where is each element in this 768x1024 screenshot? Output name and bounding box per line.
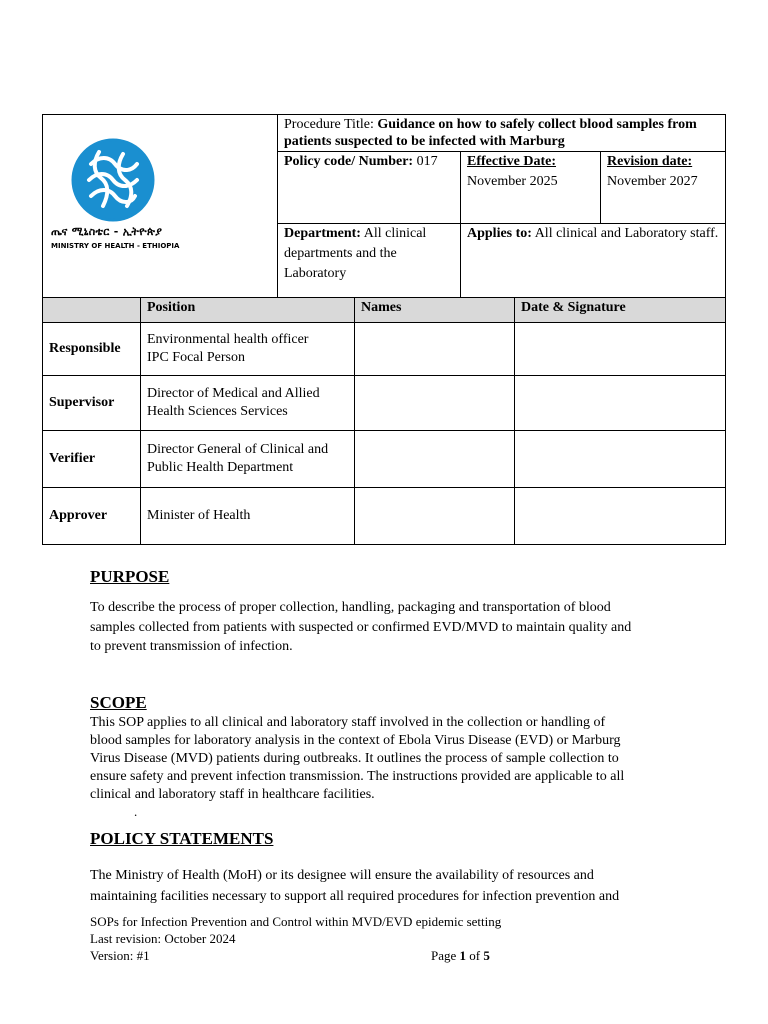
- position-line: IPC Focal Person: [147, 350, 245, 365]
- header-table: [42, 114, 726, 298]
- policy-statements-body: [90, 865, 710, 907]
- scope-line: blood samples for laboratory analysis in the context of Ebola Virus Disease (EVD) or Marburg: [90, 733, 621, 748]
- table-row: [43, 431, 726, 488]
- column-header-names: Names: [355, 298, 515, 323]
- scope-line: clinical and laboratory staff in healthcare facilities.: [90, 787, 375, 802]
- logo-amharic-text: ጤና ሚኒስቴር - ኢትዮጵያ: [51, 225, 163, 238]
- effective-date-value: November 2025: [467, 174, 558, 189]
- page-total: 5: [483, 948, 490, 963]
- revision-date-label: Revision date:: [607, 154, 693, 169]
- page-current: 1: [459, 948, 467, 963]
- footer-document-title: SOPs for Infection Prevention and Control within MVD/EVD epidemic setting: [90, 914, 502, 929]
- procedure-title-value: Guidance on how to safely collect blood samples from patients suspected to be infected with Marburg: [284, 117, 697, 149]
- policy-statements-heading: POLICY STATEMENTS: [90, 829, 274, 848]
- date-signature-field[interactable]: [515, 431, 726, 488]
- scope-body: [90, 714, 710, 804]
- logo-english-text: MINISTRY OF HEALTH - ETHIOPIA: [51, 242, 180, 250]
- effective-date-label: Effective Date:: [467, 154, 557, 169]
- ministry-emblem-icon: [43, 116, 277, 296]
- ministry-logo: [43, 116, 277, 296]
- scope-line: ensure safety and prevent infection transmission. The instructions provided are applicable to all: [90, 769, 625, 784]
- names-field[interactable]: [355, 323, 515, 376]
- purpose-body: [90, 598, 710, 657]
- position-line: Director of Medical and Allied: [147, 386, 320, 401]
- policy-code-value: 017: [416, 154, 438, 169]
- role-label: Supervisor: [49, 395, 115, 410]
- position-line: Director General of Clinical and: [147, 442, 329, 457]
- column-header-position: Position: [141, 298, 355, 323]
- applies-to-cell: [461, 224, 726, 298]
- table-row: [43, 488, 726, 545]
- logo-cell: [43, 115, 278, 298]
- revision-date-cell: [601, 152, 726, 224]
- department-label: Department:: [284, 226, 361, 241]
- role-label: Responsible: [49, 341, 121, 356]
- position-line: Minister of Health: [147, 508, 251, 523]
- purpose-line: to prevent transmission of infection.: [90, 639, 293, 654]
- purpose-heading: PURPOSE: [90, 567, 170, 586]
- names-field[interactable]: [355, 376, 515, 431]
- names-field[interactable]: [355, 488, 515, 545]
- policy-code-cell: [278, 152, 461, 224]
- column-header-role: [43, 298, 141, 323]
- applies-to-value: All clinical and Laboratory staff.: [534, 226, 719, 241]
- date-signature-field[interactable]: [515, 376, 726, 431]
- department-value: All clinical departments and the Laboratory: [284, 226, 427, 281]
- policy-line: The Ministry of Health (MoH) or its designee will ensure the availability of resources and: [90, 868, 594, 883]
- table-row: [43, 323, 726, 376]
- purpose-line: To describe the process of proper collection, handling, packaging and transportation of blood: [90, 600, 611, 615]
- procedure-title-label: Procedure Title:: [284, 117, 374, 132]
- footer-version: Version: #1: [90, 948, 150, 963]
- scope-heading: SCOPE: [90, 693, 147, 712]
- revision-date-value: November 2027: [607, 174, 698, 189]
- purpose-line: samples collected from patients with suspected or confirmed EVD/MVD to maintain quality and: [90, 619, 632, 635]
- position-line: Health Sciences Services: [147, 404, 288, 419]
- footer-last-revision: Last revision: October 2024: [90, 931, 236, 946]
- date-signature-field[interactable]: [515, 488, 726, 545]
- effective-date-cell: [461, 152, 601, 224]
- table-row: [43, 376, 726, 431]
- role-label: Verifier: [49, 451, 96, 466]
- approval-table: [42, 297, 726, 545]
- department-cell: [278, 224, 461, 298]
- approval-table-header-row: [43, 298, 726, 323]
- scope-trailing-dot: .: [134, 804, 138, 819]
- position-line: Public Health Department: [147, 460, 294, 475]
- policy-code-label: Policy code/ Number:: [284, 154, 414, 169]
- date-signature-field[interactable]: [515, 323, 726, 376]
- names-field[interactable]: [355, 431, 515, 488]
- position-line: Environmental health officer: [147, 332, 309, 347]
- policy-line: maintaining facilities necessary to support all required procedures for infection prevention and: [90, 889, 620, 904]
- scope-line: Virus Disease (MVD) patients during outbreaks. It outlines the process of sample collection to: [90, 751, 619, 766]
- scope-line: This SOP applies to all clinical and laboratory staff involved in the collection or handling of: [90, 715, 606, 730]
- page-number: Page 1 of 5: [431, 948, 490, 963]
- role-label: Approver: [49, 508, 108, 523]
- column-header-date-signature: Date & Signature: [515, 298, 726, 323]
- applies-to-label: Applies to:: [467, 226, 532, 241]
- procedure-title-cell: [278, 115, 726, 152]
